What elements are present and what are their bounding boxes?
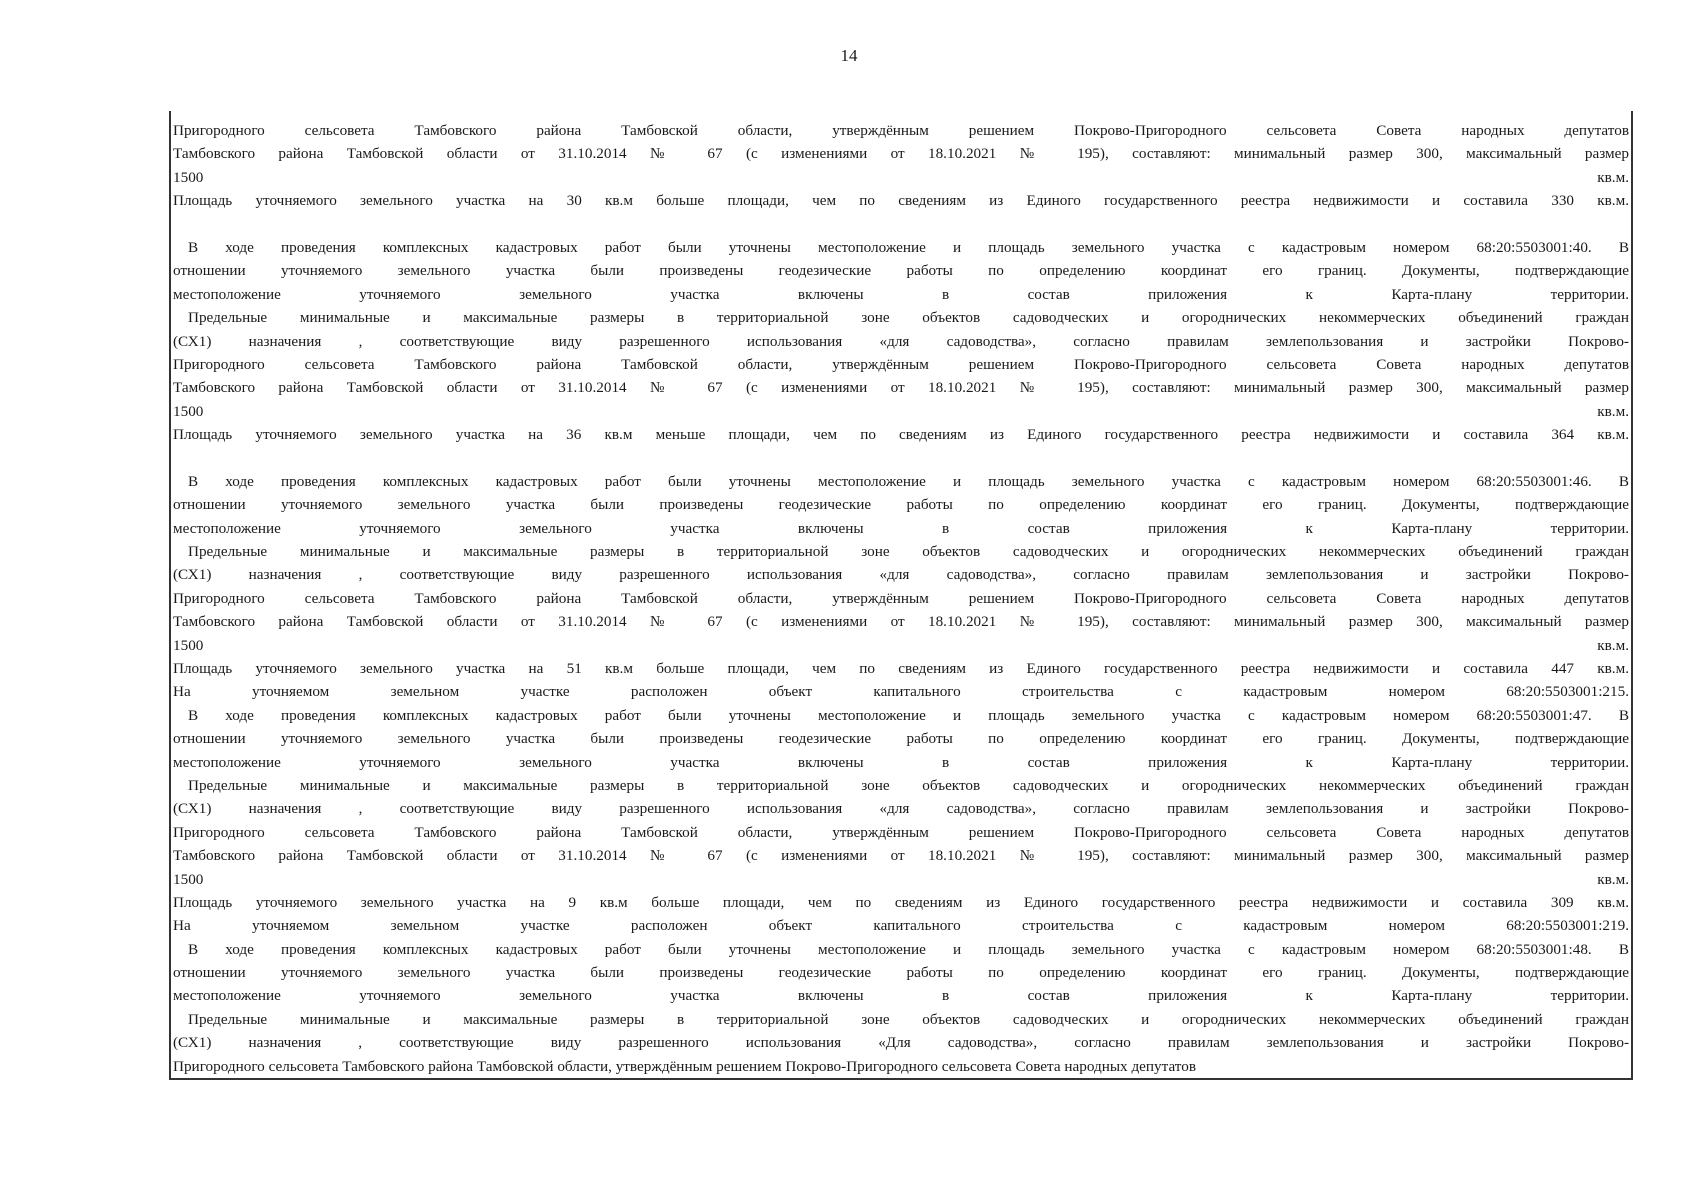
text-line: В ходе проведения комплексных кадастровых работ были уточнены местоположение и площадь земельного участка с кадастровым номером 68:20:5503001:48. В — [188, 940, 1629, 958]
blank-line — [173, 446, 1629, 469]
text-line: местоположение уточняемого земельного участка включены в состав приложения к Карта-плану территории. — [173, 519, 1629, 537]
text-line: Пригородного сельсовета Тамбовского района Тамбовской области, утверждённым решением Покрово-Пригородного сельсовета Совета народных депутатов — [173, 355, 1629, 373]
text-line: Тамбовского района Тамбовской области от 31.10.2014 № 67 (с изменениями от 18.10.2021 № 195), составляют: минимальный размер 300, максимальный размер — [173, 379, 1629, 397]
text-line: Тамбовского района Тамбовской области от 31.10.2014 № 67 (с изменениями от 18.10.2021 № 195), составляют: минимальный размер 300, максимальный размер — [173, 613, 1629, 631]
text-line: Тамбовского района Тамбовской области от 31.10.2014 № 67 (с изменениями от 18.10.2021 № 195), составляют: минимальный размер 300, максимальный размер — [173, 847, 1629, 865]
text-line: 1500 кв.м. — [173, 168, 1629, 186]
text-line: Площадь уточняемого земельного участка на 51 кв.м больше площади, чем по сведениям из Единого государственного реестра недвижимости и составила 447 кв.м. — [173, 659, 1629, 677]
document-frame — [169, 111, 1633, 1080]
text-line: (СХ1) назначения , соответствующие виду разрешенного использования «для садоводства», согласно правилам землепользования и застройки Покрово- — [173, 566, 1629, 584]
text-line: Площадь уточняемого земельного участка на 9 кв.м больше площади, чем по сведениям из Единого государственного реестра недвижимости и составила 309 кв.м. — [173, 893, 1629, 911]
text-line: Предельные минимальные и максимальные размеры в территориальной зоне объектов садоводческих и огороднических некоммерческих объединений граждан — [188, 1010, 1629, 1028]
text-line: отношении уточняемого земельного участка были произведены геодезические работы по определению координат его границ. Документы, подтверждающие — [173, 262, 1629, 280]
text-line: (СХ1) назначения , соответствующие виду разрешенного использования «Для садоводства», согласно правилам землепользования и застройки Покрово- — [173, 1034, 1629, 1052]
text-line: отношении уточняемого земельного участка были произведены геодезические работы по определению координат его границ. Документы, подтверждающие — [173, 730, 1629, 748]
text-line: Тамбовского района Тамбовской области от 31.10.2014 № 67 (с изменениями от 18.10.2021 № 195), составляют: минимальный размер 300, максимальный размер — [173, 145, 1629, 163]
text-line: В ходе проведения комплексных кадастровых работ были уточнены местоположение и площадь земельного участка с кадастровым номером 68:20:5503001:46. В — [188, 472, 1629, 490]
text-line: Предельные минимальные и максимальные размеры в территориальной зоне объектов садоводческих и огороднических некоммерческих объединений граждан — [188, 309, 1629, 327]
text-line: Пригородного сельсовета Тамбовского района Тамбовской области, утверждённым решением Покрово-Пригородного сельсовета Совета народных депутатов — [173, 1057, 1197, 1075]
text-line: отношении уточняемого земельного участка были произведены геодезические работы по определению координат его границ. Документы, подтверждающие — [173, 964, 1629, 982]
text-line: Площадь уточняемого земельного участка на 36 кв.м меньше площади, чем по сведениям из Единого государственного реестра недвижимости и составила 364 кв.м. — [173, 426, 1629, 444]
text-line: Пригородного сельсовета Тамбовского района Тамбовской области, утверждённым решением Покрово-Пригородного сельсовета Совета народных депутатов — [173, 589, 1629, 607]
text-line: (СХ1) назначения , соответствующие виду разрешенного использования «для садоводства», согласно правилам землепользования и застройки Покрово- — [173, 800, 1629, 818]
text-line: 1500 кв.м. — [173, 636, 1629, 654]
text-line: (СХ1) назначения , соответствующие виду разрешенного использования «для садоводства», согласно правилам землепользования и застройки Покрово- — [173, 332, 1629, 350]
text-line: На уточняемом земельном участке расположен объект капитального строительства с кадастровым номером 68:20:5503001:215. — [173, 683, 1629, 701]
text-line: местоположение уточняемого земельного участка включены в состав приложения к Карта-плану территории. — [173, 753, 1629, 771]
document-body — [173, 119, 1629, 1078]
text-line: Пригородного сельсовета Тамбовского района Тамбовской области, утверждённым решением Покрово-Пригородного сельсовета Совета народных депутатов — [173, 122, 1629, 139]
text-line: Площадь уточняемого земельного участка на 30 кв.м больше площади, чем по сведениям из Единого государственного реестра недвижимости и составила 330 кв.м. — [173, 192, 1629, 210]
text-line: 1500 кв.м. — [173, 402, 1629, 420]
text-line: Предельные минимальные и максимальные размеры в территориальной зоне объектов садоводческих и огороднических некоммерческих объединений граждан — [188, 776, 1629, 794]
text-line: В ходе проведения комплексных кадастровых работ были уточнены местоположение и площадь земельного участка с кадастровым номером 68:20:5503001:47. В — [188, 706, 1629, 724]
text-line: отношении уточняемого земельного участка были произведены геодезические работы по определению координат его границ. Документы, подтверждающие — [173, 496, 1629, 514]
text-line: местоположение уточняемого земельного участка включены в состав приложения к Карта-плану территории. — [173, 987, 1629, 1005]
text-line: В ходе проведения комплексных кадастровых работ были уточнены местоположение и площадь земельного участка с кадастровым номером 68:20:5503001:40. В — [188, 238, 1629, 256]
text-line: На уточняемом земельном участке расположен объект капитального строительства с кадастровым номером 68:20:5503001:219. — [173, 917, 1629, 935]
blank-line — [173, 213, 1629, 236]
text-line: местоположение уточняемого земельного участка включены в состав приложения к Карта-плану территории. — [173, 285, 1629, 303]
text-line: 1500 кв.м. — [173, 870, 1629, 888]
page-number: 14 — [840, 46, 858, 65]
text-line: Предельные минимальные и максимальные размеры в территориальной зоне объектов садоводческих и огороднических некоммерческих объединений граждан — [188, 543, 1629, 561]
text-line: Пригородного сельсовета Тамбовского района Тамбовской области, утверждённым решением Покрово-Пригородного сельсовета Совета народных депутатов — [173, 823, 1629, 841]
